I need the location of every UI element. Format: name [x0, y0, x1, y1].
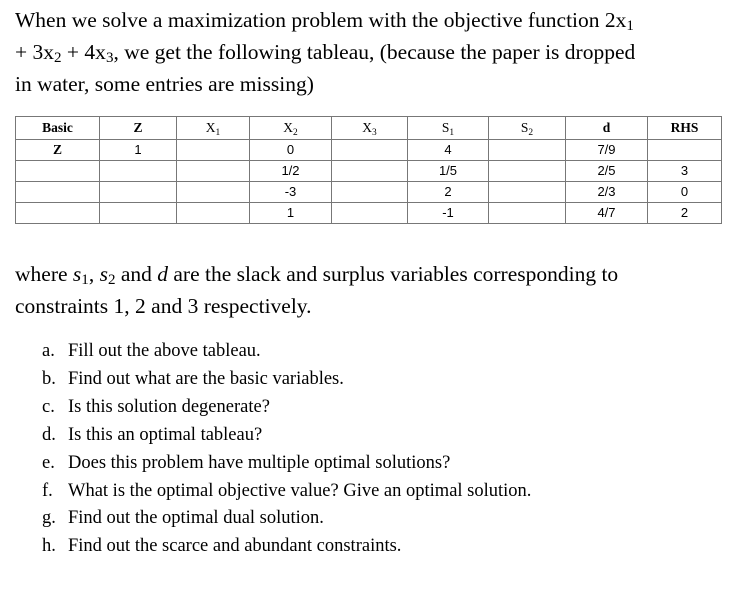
tableau-row [16, 203, 722, 224]
note-line-2: constraints 1, 2 and 3 respectively. [15, 294, 312, 318]
tableau-row [16, 140, 722, 161]
header-d: d [566, 117, 648, 140]
simplex-tableau [15, 116, 722, 224]
cell-d: 2/3 [566, 182, 648, 203]
cell-rhs: 2 [648, 203, 722, 224]
cell-basic [16, 161, 100, 182]
question-text: Does this problem have multiple optimal solutions? [68, 452, 451, 473]
cell-basic [16, 203, 100, 224]
header-z: Z [100, 117, 177, 140]
question-item [42, 505, 531, 533]
question-text: Find out the scarce and abundant constraints. [68, 536, 402, 557]
cell-x1 [177, 140, 250, 161]
cell-x1 [177, 182, 250, 203]
question-marker: f. [42, 480, 53, 501]
question-marker: d. [42, 424, 56, 445]
problem-statement [15, 4, 740, 100]
cell-x2: 0 [250, 140, 332, 161]
cell-x1 [177, 161, 250, 182]
intro-line-1: When we solve a maximization problem with the objective function $2x_1$ [15, 8, 634, 34]
variable-note [15, 258, 740, 322]
cell-s1: 1/5 [408, 161, 489, 182]
intro-line-2: + $3x_2 + 4x_3$, we get the following tableau, (because the paper is dropped [15, 40, 636, 66]
header-basic: Basic [16, 117, 100, 140]
header-rhs: RHS [648, 117, 722, 140]
question-text: Find out the optimal dual solution. [68, 508, 324, 529]
cell-x1 [177, 203, 250, 224]
question-marker: a. [42, 341, 55, 361]
question-item [42, 338, 531, 366]
question-item [42, 478, 531, 506]
header-s1: $S_1$ [408, 117, 489, 140]
cell-rhs [648, 140, 722, 161]
cell-s2 [489, 140, 566, 161]
cell-s1: 2 [408, 182, 489, 203]
question-text: Fill out the above tableau. [68, 341, 261, 361]
cell-x3 [332, 203, 408, 224]
cell-s1: -1 [408, 203, 489, 224]
header-x2: $X_2$ [250, 117, 332, 140]
question-marker: g. [42, 508, 56, 529]
question-list [42, 338, 531, 561]
question-text: Is this solution degenerate? [68, 396, 270, 417]
cell-basic: Z [16, 140, 100, 161]
question-item [42, 394, 531, 422]
cell-rhs: 3 [648, 161, 722, 182]
question-marker: e. [42, 452, 55, 473]
cell-d: 4/7 [566, 203, 648, 224]
question-item [42, 422, 531, 450]
cell-s2 [489, 182, 566, 203]
question-item [42, 533, 531, 561]
cell-s2 [489, 203, 566, 224]
header-x3: $X_3$ [332, 117, 408, 140]
cell-rhs: 0 [648, 182, 722, 203]
question-marker: h. [42, 536, 56, 557]
intro-line-3: in water, some entries are missing) [15, 72, 314, 96]
cell-z: 1 [100, 140, 177, 161]
cell-basic [16, 182, 100, 203]
question-marker: c. [42, 396, 55, 417]
cell-x2: -3 [250, 182, 332, 203]
question-text: What is the optimal objective value? Give an optimal solution. [68, 480, 532, 501]
cell-x2: 1 [250, 203, 332, 224]
cell-z [100, 161, 177, 182]
cell-z [100, 182, 177, 203]
cell-s2 [489, 161, 566, 182]
question-item [42, 450, 531, 478]
header-s2: $S_2$ [489, 117, 566, 140]
tableau-row [16, 182, 722, 203]
cell-d: 7/9 [566, 140, 648, 161]
cell-x3 [332, 182, 408, 203]
note-line-1: where $s_1$, $s_2$ and d are the slack and surplus variables corresponding to [15, 262, 619, 288]
header-x1: $X_1$ [177, 117, 250, 140]
cell-z [100, 203, 177, 224]
question-item [42, 366, 531, 394]
cell-x3 [332, 140, 408, 161]
question-text: Find out what are the basic variables. [68, 368, 344, 389]
cell-x3 [332, 161, 408, 182]
question-marker: b. [42, 368, 56, 389]
question-text: Is this an optimal tableau? [68, 424, 263, 445]
tableau-header-row [16, 117, 722, 140]
tableau-row [16, 161, 722, 182]
cell-x2: 1/2 [250, 161, 332, 182]
cell-s1: 4 [408, 140, 489, 161]
cell-d: 2/5 [566, 161, 648, 182]
